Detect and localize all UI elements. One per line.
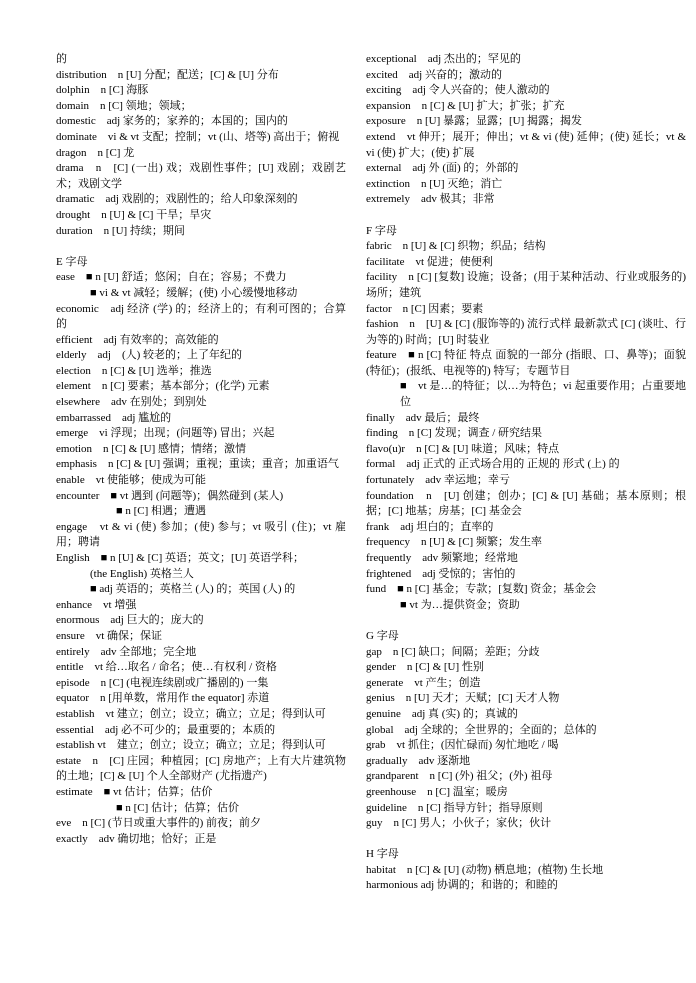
vocab-entry: establish vt 建立；创立；设立；确立；立足；得到认可 (56, 707, 326, 720)
vocab-entry: duration n [U] 持续；期间 (56, 224, 185, 237)
vocab-entry: domestic adj 家务的；家养的；本国的；国内的 (56, 115, 288, 128)
vocab-entry: election n [C] & [U] 选举；推选 (56, 364, 212, 377)
vocab-entry: estate n [C] 庄园；种植园；[C] 房地产；上有大片建筑物的土地；[C] & [U] 个人全部财产 (尤指遗产) (56, 754, 346, 783)
vocab-entry: gender n [C] & [U] 性别 (366, 661, 484, 674)
vocab-entry: dolphin n [C] 海豚 (56, 84, 149, 97)
section-heading: G 字母 (366, 629, 399, 642)
vocab-entry: flavo(u)r n [C] & [U] 味道；风味；特点 (366, 442, 560, 455)
vocab-entry: harmonious adj 协调的；和谐的；和睦的 (366, 879, 558, 892)
vocab-entry: equator n [用单数，常用作 the equator] 赤道 (56, 692, 270, 705)
vocab-entry: foundation n [U] 创建；创办；[C] & [U] 基础；基本原则；根据；[C] 地基；房基；[C] 基金会 (366, 489, 686, 518)
vocab-entry: embarrassed adj 尴尬的 (56, 411, 172, 424)
vocab-entry: guideline n [C] 指导方针；指导原则 (366, 801, 543, 814)
vocab-entry: ■ n [C] 估计；估算；估价 (116, 801, 240, 814)
vocab-entry: distribution n [U] 分配；配送；[C] & [U] 分布 (56, 68, 279, 81)
vocab-entry: expansion n [C] & [U] 扩大；扩张；扩充 (366, 99, 565, 112)
vocab-entry: enable vt 使能够；使成为可能 (56, 474, 207, 487)
vocab-entry: guy n [C] 男人；小伙子；家伙；伙计 (366, 817, 552, 830)
vocab-entry: emphasis n [C] & [U] 强调；重视；重读；重音；加重语气 (56, 458, 339, 471)
vocab-entry: element n [C] 要素；基本部分；(化学) 元素 (56, 380, 270, 393)
vocab-entry: greenhouse n [C] 温室；暖房 (366, 785, 508, 798)
vocab-entry: entirely adv 全部地；完全地 (56, 645, 197, 658)
vocab-entry: facilitate vt 促进；使便利 (366, 255, 493, 268)
vocab-entry: fund ■ n [C] 基金；专款；[复数] 资金；基金会 (366, 583, 597, 596)
vocab-entry: 的 (56, 53, 67, 65)
vocab-entry: global adj 全球的；全世界的；全面的；总体的 (366, 723, 597, 736)
vocab-entry: ease ■ n [U] 舒适；悠闲；自在；容易；不费力 (56, 271, 287, 284)
left-column (56, 52, 346, 847)
vocab-entry: external adj 外 (面) 的；外部的 (366, 162, 519, 175)
vocab-entry: feature ■ n [C] 特征 特点 面貌的一部分 (指眼、口、鼻等)；面貌 (特征)；(报纸、电视等的) 特写；专题节目 (366, 349, 686, 377)
vocab-entry: ■ vt 是…的特征；以…为特色；vi 起重要作用；占重要地位 (400, 380, 686, 409)
vocab-entry: finally adv 最后；最终 (366, 411, 480, 424)
vocab-entry: extend vt 伸开；展开；伸出；vt & vi (使) 延伸；(使) 延长；vt & vi (使) 扩大；(使) 扩展 (366, 130, 686, 159)
vocab-entry: genius n [U] 天才；天赋；[C] 天才人物 (366, 692, 560, 705)
vocab-entry: extinction n [U] 灭绝；消亡 (366, 177, 503, 190)
vocab-entry: essential adj 必不可少的；最重要的；本质的 (56, 723, 276, 736)
vocab-entry: elderly adj (人) 较老的；上了年纪的 (56, 349, 243, 362)
vocab-entry: facility n [C] [复数] 设施；设备；(用于某种活动、行业或服务的) 场所；建筑 (366, 271, 686, 299)
vocab-entry: eve n [C] (节日或重大事件的) 前夜；前夕 (56, 817, 262, 830)
vocab-entry: entitle vt 给…取名 / 命名；使…有权利 / 资格 (56, 661, 277, 674)
vocab-entry: enhance vt 增强 (56, 598, 137, 611)
vocab-entry: economic adj 经济 (学) 的；经济上的；有利可图的；合算的 (56, 302, 346, 331)
vocab-entry: gradually adv 逐渐地 (366, 754, 471, 767)
vocab-entry: dramatic adj 戏剧的；戏剧性的；给人印象深刻的 (56, 193, 298, 206)
vocab-entry: elsewhere adv 在别处；到别处 (56, 396, 207, 409)
vocab-entry: excited adj 兴奋的；激动的 (366, 68, 502, 81)
vocab-entry: domain n [C] 领地；领域； (56, 99, 192, 112)
vocab-entry: engage vt & vi (使) 参加；(使) 参与；vt 吸引 (住)；vt 雇用；聘请 (56, 520, 346, 549)
vocab-entry: dragon n [C] 龙 (56, 146, 135, 159)
vocab-entry: fashion n [U] & [C] (服饰等的) 流行式样 最新款式 [C] (谈吐、行为等的) 时尚；[U] 时装业 (366, 318, 686, 346)
vocab-entry: estimate ■ vt 估计；估算；估价 (56, 785, 213, 798)
vocab-entry: grandparent n [C] (外) 祖父；(外) 祖母 (366, 770, 553, 783)
spacer (366, 208, 686, 224)
vocab-entry: formal adj 正式的 正式场合用的 正规的 形式 (上) 的 (366, 458, 620, 471)
vocab-entry: encounter ■ vt 遇到 (问题等)；偶然碰到 (某人) (56, 489, 284, 502)
vocab-entry: frightened adj 受惊的；害怕的 (366, 567, 516, 580)
vocab-entry: gap n [C] 缺口；间隔；差距；分歧 (366, 645, 540, 658)
vocab-entry: efficient adj 有效率的；高效能的 (56, 333, 219, 346)
vocab-entry: ■ adj 英语的；英格兰 (人) 的；英国 (人) 的 (90, 583, 296, 596)
vocab-entry: genuine adj 真 (实) 的；真诚的 (366, 707, 518, 720)
vocab-entry: English ■ n [U] & [C] 英语；英文；[U] 英语学科； (56, 552, 305, 564)
vocab-entry: ensure vt 确保；保证 (56, 629, 163, 642)
vocab-entry: dominate vi & vt 支配；控制；vt (山、塔等) 高出于；俯视 (56, 130, 340, 143)
spacer (56, 239, 346, 255)
spacer (366, 832, 686, 848)
vocab-entry: fortunately adv 幸运地；幸亏 (366, 474, 510, 487)
vocab-entry: (the English) 英格兰人 (90, 567, 194, 580)
vocab-entry: exactly adv 确切地；恰好；正是 (56, 832, 217, 845)
vocab-entry: extremely adv 极其；非常 (366, 193, 495, 206)
section-heading: E 字母 (56, 255, 88, 268)
vocab-entry: finding n [C] 发现；调查 / 研究结果 (366, 427, 542, 440)
vocab-entry: emotion n [C] & [U] 感情；情绪；激情 (56, 442, 247, 455)
vocab-entry: factor n [C] 因素；要素 (366, 302, 484, 315)
vocab-entry: drought n [U] & [C] 干旱；旱灾 (56, 208, 212, 221)
vocab-entry: establish vt 建立；创立；设立；确立；立足；得到认可 (56, 739, 326, 752)
section-heading: F 字母 (366, 224, 397, 237)
vocab-entry: exceptional adj 杰出的；罕见的 (366, 53, 521, 65)
vocab-entry: ■ vi & vt 减轻；缓解；(使) 小心缓慢地移动 (90, 286, 298, 299)
vocab-entry: frequency n [U] & [C] 频繁；发生率 (366, 536, 542, 549)
vocab-entry: grab vt 抓住；(因忙碌而) 匆忙地吃 / 喝 (366, 739, 559, 752)
spacer (366, 613, 686, 629)
vocab-entry: exposure n [U] 暴露；显露；[U] 揭露；揭发 (366, 115, 582, 128)
right-column (366, 52, 686, 894)
vocab-entry: ■ n [C] 相遇；遭遇 (116, 505, 207, 518)
vocab-entry: frank adj 坦白的；直率的 (366, 520, 494, 533)
vocab-entry: episode n [C] (电视连续剧或广播剧的) 一集 (56, 676, 269, 689)
vocab-entry: ■ vt 为…提供资金；资助 (400, 598, 520, 611)
vocab-entry: exciting adj 令人兴奋的；使人激动的 (366, 84, 550, 97)
vocab-entry: generate vt 产生；创造 (366, 676, 481, 689)
vocab-entry: emerge vi 浮现；出现；(问题等) 冒出；兴起 (56, 427, 275, 440)
section-heading: H 字母 (366, 848, 399, 861)
vocab-entry: enormous adj 巨大的；庞大的 (56, 614, 204, 627)
vocab-entry: fabric n [U] & [C] 织物；织品；结构 (366, 240, 546, 253)
vocab-entry: drama n [C] (一出) 戏；戏剧性事件；[U] 戏剧；戏剧艺术；戏剧文学 (56, 162, 346, 190)
vocab-entry: habitat n [C] & [U] (动物) 栖息地；(植物) 生长地 (366, 863, 604, 876)
vocab-entry: frequently adv 频繁地；经常地 (366, 552, 518, 564)
